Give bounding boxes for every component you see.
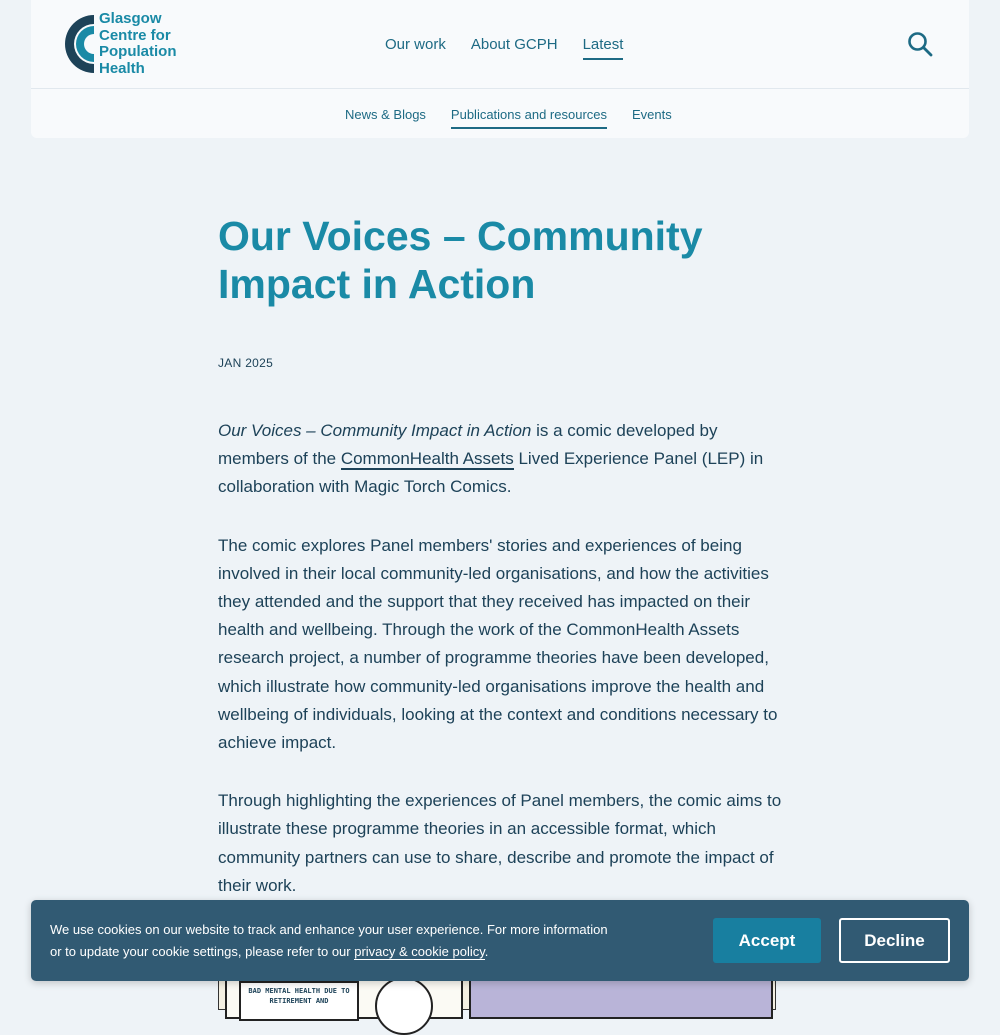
subnav-item-publications[interactable]: Publications and resources xyxy=(451,107,607,129)
article-paragraph: The comic explores Panel members' stories and experiences of being involved in their local community-led organisations, and how the activities they attended and the support that they received has impacted on their health and wellbeing. Through the work of the CommonHealth Assets research project, a number of programme theories have been developed, which illustrate how community-led organisations improve the health and wellbeing of individuals, looking at the context and conditions necessary to achieve impact. xyxy=(218,535,778,753)
logo-line: Centre for xyxy=(99,26,171,44)
article-body xyxy=(218,417,788,930)
cookie-text: We use cookies on our website to track and enhance your user experience. For more information or to update your cookie settings, please refer to our xyxy=(50,922,608,959)
logo-wordmark xyxy=(99,11,177,77)
logo-line: Glasgow xyxy=(99,10,162,27)
search-button[interactable] xyxy=(907,31,933,57)
privacy-policy-link[interactable]: privacy & cookie policy xyxy=(354,944,485,959)
publish-date: JAN 2025 xyxy=(218,356,274,370)
logo-line: Health xyxy=(99,59,145,77)
cookie-banner xyxy=(31,900,969,981)
comic-title-italic: Our Voices – Community Impact in Action xyxy=(218,421,532,440)
site-logo[interactable] xyxy=(61,11,191,77)
subnav-item-events[interactable]: Events xyxy=(632,107,672,122)
commonhealth-assets-link[interactable]: CommonHealth Assets xyxy=(340,449,514,469)
search-icon xyxy=(907,31,933,57)
paragraph-text: Lived Experience Panel (LEP) in collaboration with Magic Torch Comics. xyxy=(218,449,764,497)
page-title: Our Voices – Community Impact in Action xyxy=(218,213,703,307)
header-divider xyxy=(31,88,969,89)
clock-illustration xyxy=(375,977,433,1035)
header-top-bar xyxy=(31,0,969,88)
secondary-nav xyxy=(345,107,672,129)
logo-line: Population xyxy=(99,43,177,60)
site-header xyxy=(31,0,969,138)
article-paragraph: Through highlighting the experiences of Panel members, the comic aims to illustrate these programme theories in an accessible format, which community partners can use to share, describe and promote the impact of their work. xyxy=(218,791,782,895)
nav-item-our-work[interactable]: Our work xyxy=(385,36,446,53)
accept-cookies-button[interactable]: Accept xyxy=(713,918,821,963)
primary-nav xyxy=(385,36,623,60)
subnav-item-news-blogs[interactable]: News & Blogs xyxy=(345,107,426,122)
cookie-message xyxy=(50,919,610,963)
nav-item-latest[interactable]: Latest xyxy=(583,36,624,60)
cookie-text-end: . xyxy=(484,944,489,959)
logo-mark-icon xyxy=(61,13,95,75)
comic-caption: BAD MENTAL HEALTH DUE TO RETIREMENT AND xyxy=(239,981,359,1021)
paragraph-text: is a comic developed by members of the xyxy=(218,421,718,469)
decline-cookies-button[interactable]: Decline xyxy=(839,918,950,963)
article-paragraph xyxy=(218,417,788,502)
nav-item-about-gcph[interactable]: About GCPH xyxy=(470,36,558,53)
